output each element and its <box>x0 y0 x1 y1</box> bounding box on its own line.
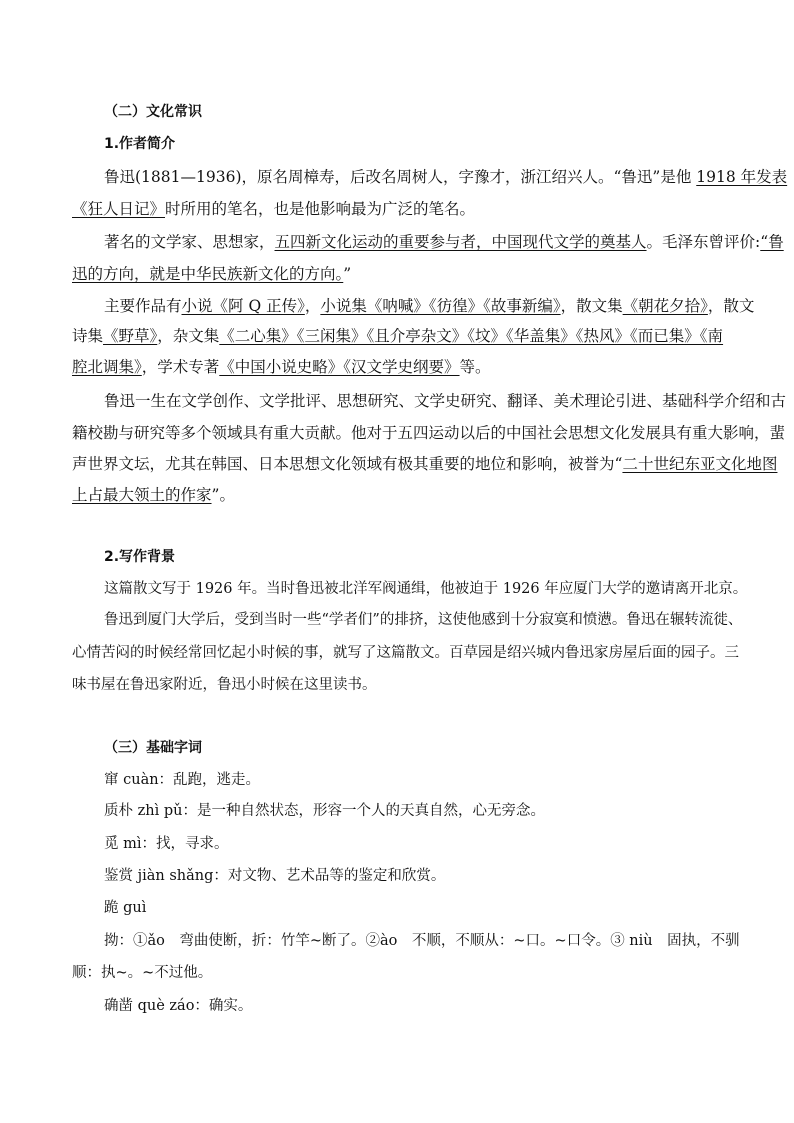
text-span: ”。 <box>211 486 235 504</box>
underlined-text: 《中国小说史略》《汉文学史纲要》 <box>219 358 460 376</box>
author-paragraph-4-line-2: 籍校勘与研究等多个领域具有重大贡献。他对于五四运动以后的中国社会思想文化发展具有重大影响，蜚 <box>72 424 786 442</box>
author-paragraph-3-line-3 <box>72 356 724 378</box>
underlined-text: 腔北调集》 <box>72 358 142 376</box>
word-entry-mi: 觅 mì：找，寻求。 <box>104 836 229 852</box>
underlined-text: 《狂人日记》 <box>72 200 166 218</box>
text-span: 时所用的笔名，也是他影响最为广泛的笔名。 <box>165 200 476 218</box>
text-span: 诗集 <box>72 327 104 345</box>
author-paragraph-3-line-2 <box>72 325 724 347</box>
underlined-text: 二十世纪东亚文化地图 <box>622 455 778 473</box>
author-paragraph-4-line-3 <box>72 453 778 475</box>
section-heading-culture: （二）文化常识 <box>104 104 202 120</box>
text-span: ” <box>343 265 352 283</box>
author-paragraph-2-line-1 <box>104 231 784 253</box>
author-paragraph-3-line-1 <box>104 295 756 317</box>
underlined-text: 上占最大领土的作家 <box>72 486 212 504</box>
background-paragraph-1: 这篇散文写于 1926 年。当时鲁迅被北洋军阀通缉，他被迫于 1926 年应厦门大学的邀请离开北京。 <box>104 581 748 597</box>
underlined-text: 《朝花夕拾》 <box>622 297 708 315</box>
underlined-text: 《二心集》《三闲集》《且介亭杂文》《坟》《华盖集》《热风》《而已集》《南 <box>219 327 724 345</box>
text-span: ，散文 <box>707 297 755 315</box>
text-span: ，杂文集 <box>157 327 220 345</box>
author-paragraph-1-line-1 <box>104 166 788 188</box>
underlined-text: 五四新文化运动的重要参与者，中国现代文学的奠基人 <box>274 233 647 251</box>
underlined-text: “鲁 <box>760 233 784 251</box>
subheading-author-intro: 1.作者简介 <box>104 136 176 152</box>
subheading-writing-background: 2.写作背景 <box>104 549 176 565</box>
underlined-text: 《野草》 <box>103 327 158 345</box>
word-entry-ao-line-1: 拗：①ǎo 弯曲使断，折：竹竿~断了。②ào 不顺，不顺从：~口。~口令。③ niù 固执，不驯 <box>104 933 740 949</box>
text-span: 主要作品有 <box>104 297 182 315</box>
word-entry-quezao: 确凿 què záo：确实。 <box>104 998 253 1014</box>
background-paragraph-2-line-2: 心情苦闷的时候经常回忆起小时候的事，就写了这篇散文。百草园是绍兴城内鲁迅家房屋后面的园子。三 <box>72 645 739 661</box>
text-span: 等。 <box>459 358 491 376</box>
text-span: ，散文集 <box>560 297 623 315</box>
underlined-text: 小说集《呐喊》《彷徨》《故事新编》 <box>320 297 561 315</box>
text-span: 。毛泽东曾评价: <box>646 233 761 251</box>
text-span: 鲁迅(1881—1936)，原名周樟寿，后改名周树人，字豫才，浙江绍兴人。“鲁迅”是他 <box>104 168 697 186</box>
word-entry-cuan: 窜 cuàn：乱跑，逃走。 <box>104 772 261 788</box>
text-span: 声世界文坛，尤其在韩国、日本思想文化领域有极其重要的地位和影响，被誉为“ <box>72 455 623 473</box>
author-paragraph-2-line-2 <box>72 263 724 285</box>
text-span: ， <box>304 297 321 315</box>
underlined-text: 1918 年发表 <box>696 168 788 186</box>
background-paragraph-2-line-3: 味书屋在鲁迅家附近，鲁迅小时候在这里读书。 <box>72 677 377 693</box>
underlined-text: 迅的方向，就是中华民族新文化的方向。 <box>72 265 344 283</box>
word-entry-ao-line-2: 顺：执~。~不过他。 <box>72 965 213 981</box>
author-paragraph-4-line-4 <box>72 484 724 506</box>
text-span: ，学术专著 <box>141 358 220 376</box>
word-entry-gui: 跪 guì <box>104 900 147 916</box>
author-paragraph-4-line-1: 鲁迅一生在文学创作、文学批评、思想研究、文学史研究、翻译、美术理论引进、基础科学介绍和古 <box>104 392 787 410</box>
word-entry-jianshang: 鉴赏 jiàn shǎng：对文物、艺术品等的鉴定和欣赏。 <box>104 868 446 884</box>
section-heading-basic-words: （三）基础字词 <box>104 740 202 756</box>
text-span: 著名的文学家、思想家， <box>104 233 275 251</box>
background-paragraph-2-line-1: 鲁迅到厦门大学后，受到当时一些“学者们”的排挤，这使他感到十分寂寞和愤懑。鲁迅在辗转流徙、 <box>104 612 743 628</box>
underlined-text: 小说《阿 Q 正传》 <box>181 297 305 315</box>
author-paragraph-1-line-2 <box>72 198 724 220</box>
word-entry-zhipu: 质朴 zhì pǔ：是一种自然状态，形容一个人的天真自然，心无旁念。 <box>104 803 545 819</box>
